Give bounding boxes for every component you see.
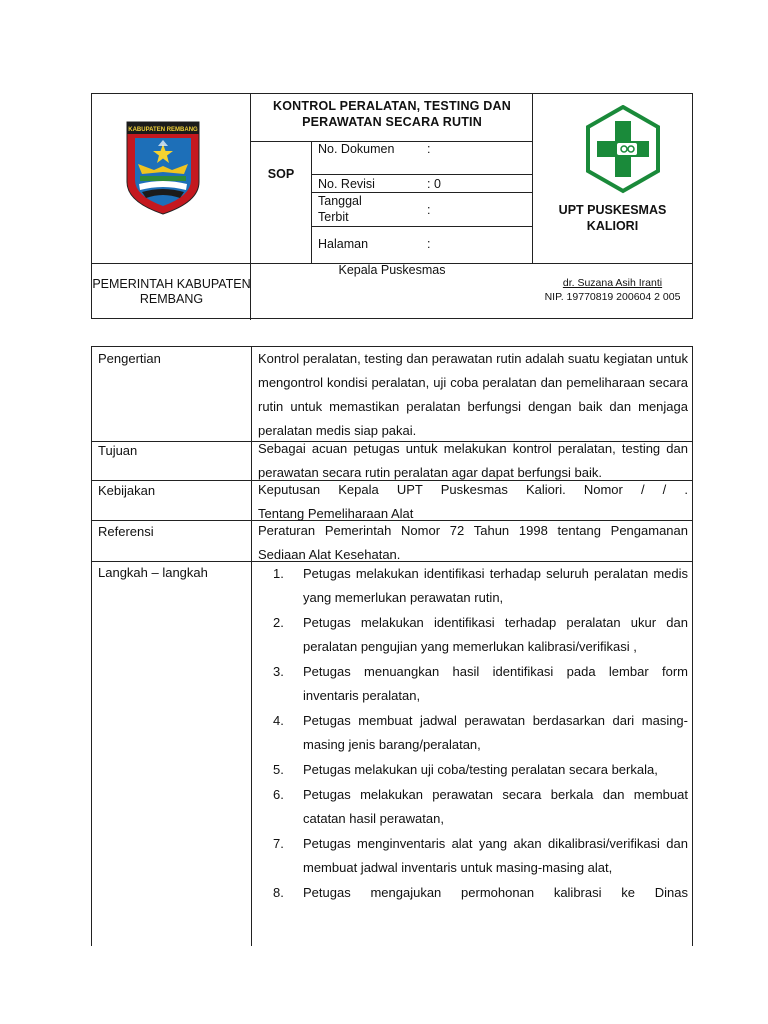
field-label-tanggal-terbit: Tanggal Terbit — [318, 194, 362, 224]
head-title: Kepala Puskesmas — [338, 263, 446, 277]
doc-type: SOP — [267, 167, 295, 181]
row-value-kebijakan-line2: Tentang Pemeliharaan Alat — [258, 506, 414, 521]
list-item: 3. Petugas menuangkan hasil identifikasi pada lembar form inventaris peralatan, — [273, 664, 688, 703]
steps-list — [258, 562, 688, 906]
list-item: 2. Petugas melakukan identifikasi terhadap peralatan ukur dan peralatan pengujian yang memerlukan kalibrasi/verifikasi , — [273, 615, 688, 654]
row-label-tujuan: Tujuan — [98, 443, 138, 458]
list-item: 4. Petugas membuat jadwal perawatan berdasarkan dari masing-masing jenis barang/peralatan, — [273, 713, 688, 752]
crest-label: KABUPATEN REMBANG — [128, 127, 198, 133]
row-label-langkah: Langkah – langkah — [98, 565, 208, 580]
row-value-kebijakan-line1: Keputusan Kepala UPT Puskesmas Kaliori. Nomor / / . — [258, 482, 688, 497]
field-value-no-revisi: : 0 — [427, 177, 441, 191]
field-value-no-dokumen: : — [427, 142, 431, 156]
signer-name: dr. Suzana Asih Iranti — [562, 277, 663, 289]
puskesmas-name: UPT PUSKESMAS KALIORI — [558, 203, 667, 233]
divider — [311, 141, 312, 263]
field-label-no-dokumen: No. Dokumen — [318, 142, 395, 156]
puskesmas-logo — [584, 105, 662, 195]
sop-title: KONTROL PERALATAN, TESTING DAN PERAWATAN SECARA RUTIN — [273, 99, 511, 129]
row-label-pengertian: Pengertian — [98, 351, 161, 366]
sop-content-table — [91, 346, 693, 946]
field-label-no-revisi: No. Revisi — [318, 177, 375, 191]
row-label-referensi: Referensi — [98, 524, 154, 539]
document-header — [91, 93, 693, 319]
list-item: 7. Petugas menginventaris alat yang akan dikalibrasi/verifikasi dan membuat jadwal inventaris untuk masing-masing alat, — [273, 836, 688, 875]
row-value-pengertian: Kontrol peralatan, testing dan perawatan rutin adalah suatu kegiatan untuk mengontrol kondisi peralatan, uji coba peralatan dan pemeliharaan secara rutin untuk memastikan peralatan berfungsi dengan baik dan menjaga peralatan medis siap pakai. — [258, 351, 688, 438]
government-name: PEMERINTAH KABUPATEN REMBANG — [92, 277, 251, 306]
row-label-kebijakan: Kebijakan — [98, 483, 156, 498]
list-item: 5. Petugas melakukan uji coba/testing peralatan secara berkala, — [273, 762, 658, 777]
row-value-tujuan: Sebagai acuan petugas untuk melakukan kontrol peralatan, testing dan perawatan secara rutin peralatan agar dapat berfungsi baik. — [258, 441, 688, 480]
row-value-referensi: Peraturan Pemerintah Nomor 72 Tahun 1998 tentang Pengamanan Sediaan Alat Kesehatan. — [258, 523, 688, 562]
list-item: 1. Petugas melakukan identifikasi terhadap seluruh peralatan medis yang memerlukan perawatan rutin, — [273, 566, 688, 605]
list-item: 6. Petugas melakukan perawatan secara berkala dan membuat catatan hasil perawatan, — [273, 787, 688, 826]
list-item: 8. Petugas mengajukan permohonan kalibrasi ke Dinas — [273, 885, 688, 900]
rembang-crest-logo — [124, 120, 202, 216]
field-value-halaman: : — [427, 237, 431, 251]
signer-nip: NIP. 19770819 200604 2 005 — [544, 291, 681, 303]
divider — [251, 347, 252, 946]
divider — [311, 226, 532, 227]
field-value-tanggal-terbit: : — [427, 203, 431, 217]
divider — [311, 174, 532, 175]
field-label-halaman: Halaman — [318, 237, 369, 251]
